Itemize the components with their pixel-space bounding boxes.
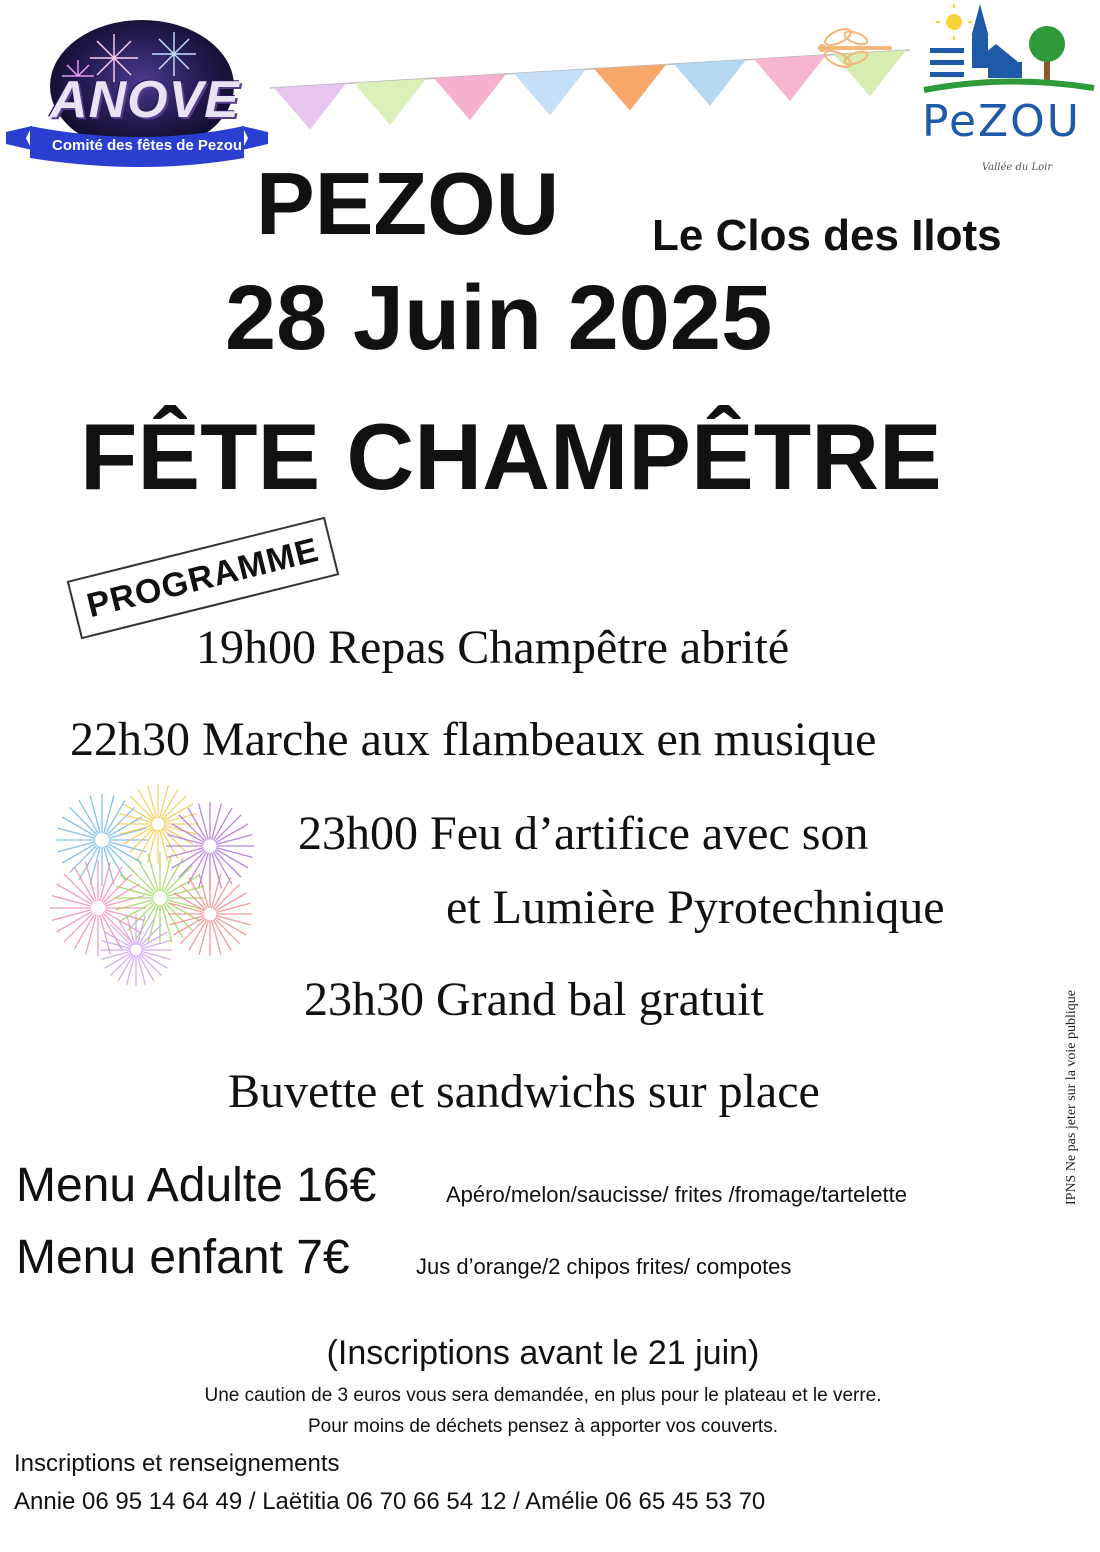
menu-adult-details: Apéro/melon/saucisse/ frites /fromage/tartelette <box>446 1182 907 1207</box>
headline-date: 28 Juin 2025 <box>225 267 773 369</box>
programme-stamp: PROGRAMME <box>67 517 340 640</box>
programme-item-torch-walk: 22h30 Marche aux flambeaux en musique <box>70 713 877 766</box>
bunting-flag <box>354 79 426 125</box>
programme-item-meal: 19h00 Repas Champêtre abrité <box>196 621 790 674</box>
ipns-notice: IPNS Ne pas jeter sur la voie publique <box>1064 989 1079 1205</box>
pezou-wordmark: PeZOU <box>922 96 1082 147</box>
anove-ribbon-text: Comité des fêtes de Pezou <box>52 137 243 154</box>
bunting-flag <box>434 74 506 120</box>
programme-item-fireworks-cont: et Lumière Pyrotechnique <box>446 881 945 934</box>
menu-child-price: Menu enfant 7€ <box>16 1231 350 1284</box>
programme-item-refreshments: Buvette et sandwichs sur place <box>228 1065 820 1118</box>
deposit-note: Une caution de 3 euros vous sera demandée, en plus pour le plateau et le verre. <box>204 1385 882 1406</box>
inscriptions-deadline: (Inscriptions avant le 21 juin) <box>326 1334 760 1372</box>
firework-burst <box>100 914 172 986</box>
menu-child-details: Jus d’orange/2 chipos frites/ compotes <box>416 1254 792 1279</box>
contact-phones: Annie 06 95 14 64 49 / Laëtitia 06 70 66 54 12 / Amélie 06 65 45 53 70 <box>14 1488 766 1515</box>
pezou-tagline: Vallée du Loir <box>981 162 1053 173</box>
bunting-flag <box>514 69 586 115</box>
firework-burst <box>168 872 252 956</box>
headline-town: PEZOU <box>256 154 560 253</box>
menu-adult-price: Menu Adulte 16€ <box>16 1159 377 1212</box>
programme-item-ball: 23h30 Grand bal gratuit <box>304 973 764 1026</box>
contact-title: Inscriptions et renseignements <box>14 1450 340 1477</box>
bunting-flag <box>674 60 746 106</box>
firework-burst <box>114 852 206 944</box>
anove-wordmark: ANOVE <box>50 71 240 129</box>
dragonfly-icon <box>812 24 892 74</box>
cutlery-note: Pour moins de déchets pensez à apporter vos couverts. <box>308 1416 778 1437</box>
bunting-flag <box>274 83 346 129</box>
bunting-flag <box>594 64 666 110</box>
headline-event: FÊTE CHAMPÊTRE <box>80 404 942 509</box>
fireworks-illustration <box>40 780 255 990</box>
headline-venue: Le Clos des Ilots <box>652 211 1002 260</box>
programme-item-fireworks: 23h00 Feu d’artifice avec son <box>298 807 869 860</box>
